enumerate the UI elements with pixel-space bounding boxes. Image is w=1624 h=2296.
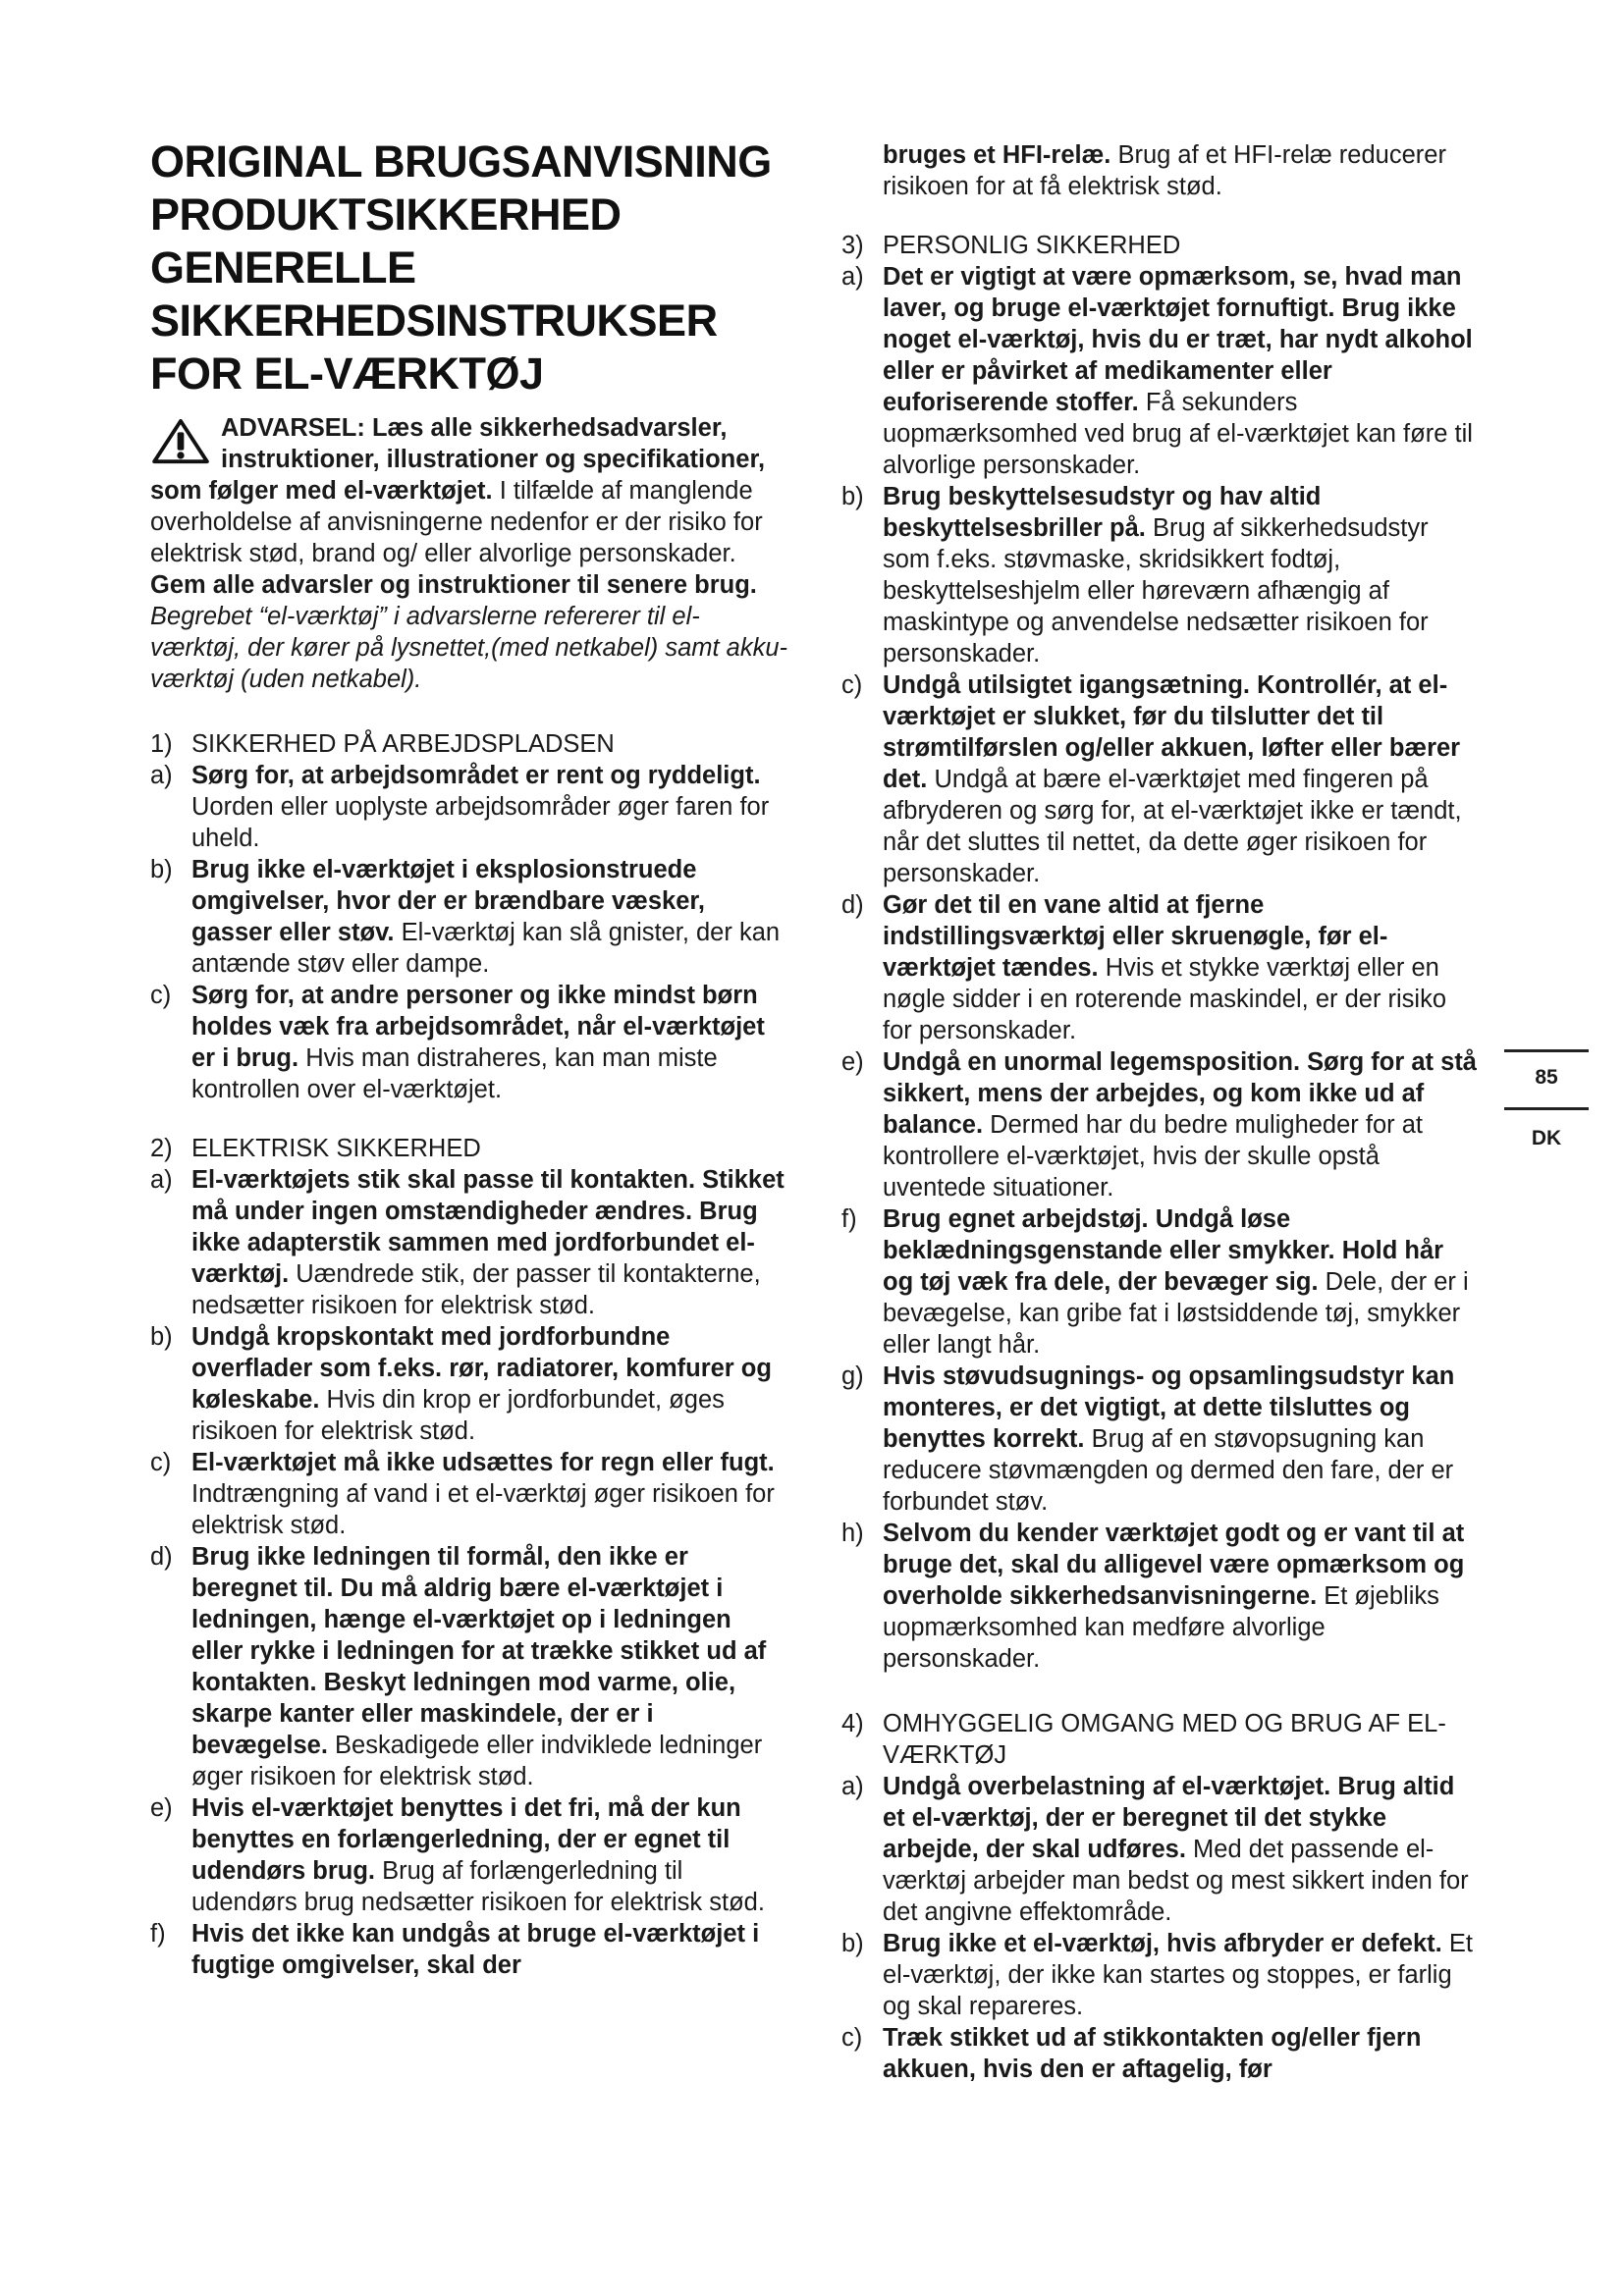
item-text: Dele, der er i bevægelse, kan gribe fat i løstsiddende tøj, smykker eller langt hår. — [883, 1268, 1469, 1359]
section-3 — [841, 230, 1480, 1675]
item-text: Hvis man distraheres, kan man miste kontrollen over el-værktøjet. — [191, 1044, 718, 1103]
item-bold: Brug beskyttelsesudstyr og hav altid beskyttelsesbriller på. — [883, 483, 1322, 542]
item-text: El-værktøj kan slå gnister, der kan antænde støv eller dampe. — [191, 919, 781, 978]
item-letter: e) — [150, 1794, 173, 1822]
item-bold: Hvis el-værktøjet benyttes i det fri, må der kun benyttes en forlængerledning, der er egnet til udendørs brug. — [191, 1794, 741, 1885]
section-heading — [150, 1133, 788, 1164]
continuation-paragraph — [841, 139, 1480, 202]
item-bold: El-værktøjet må ikke udsættes for regn eller fugt. — [191, 1449, 775, 1476]
item-bold: Sørg for, at arbejdsområdet er rent og ryddeligt. — [191, 762, 761, 789]
section-heading — [150, 728, 788, 760]
list-item — [841, 481, 1480, 669]
item-bold: Brug ikke ledningen til formål, den ikke er beregnet til. Du må aldrig bære el-værktøjet i ledningen, hænge el-værktøjet op i ledningen eller rykke i ledningen for at trække stikket ud af kontakten. Beskyt ledningen mod varme, olie, skarpe kanter eller maskindele, der er i bevægelse. — [191, 1543, 767, 1759]
list-item — [150, 980, 788, 1105]
title-line: PRODUKTSIKKERHED — [150, 189, 622, 240]
list-item — [841, 1046, 1480, 1203]
item-letter: c) — [150, 1449, 172, 1476]
list-item — [150, 1918, 788, 1981]
item-text: Brug af en støvopsugning kan reducere støvmængden og dermed den fare, der er forbundet støv. — [883, 1425, 1454, 1516]
item-letter: a) — [841, 1773, 864, 1800]
list-item — [150, 1447, 788, 1541]
item-bold: Det er vigtigt at være opmærksom, se, hvad man laver, og bruge el-værktøjet fornuftigt. Brug ikke noget el-værktøj, hvis du er træt, har nydt alkohol eller er påvirket af medikamenter eller euforiserende stoffer. — [883, 263, 1473, 416]
title-line: FOR EL-VÆRKTØJ — [150, 348, 544, 399]
item-text: Uændrede stik, der passer til kontakterne, nedsætter risikoen for elektrisk stød. — [191, 1260, 761, 1319]
item-bold: Undgå overbelastning af el-værktøjet. Brug altid et el-værktøj, der er beregnet til det stykke arbejde, der skal udføres. — [883, 1773, 1455, 1863]
left-column — [150, 135, 788, 1981]
title-line: GENERELLE — [150, 242, 416, 293]
item-letter: b) — [841, 1930, 864, 1957]
item-text: Hvis din krop er jordforbundet, øges risikoen for elektrisk stød. — [191, 1386, 725, 1445]
section-1 — [150, 728, 788, 1105]
page-number: 85 — [1535, 1066, 1558, 1089]
continuation-bold: bruges et HFI-relæ. — [883, 141, 1111, 169]
item-text: Dermed har du bedre muligheder for at kontrollere el-værktøjet, hvis der skulle opstå uventede situationer. — [883, 1111, 1423, 1201]
item-letter: d) — [150, 1543, 173, 1571]
list-item — [150, 1321, 788, 1447]
list-item — [150, 1541, 788, 1792]
item-bold: Brug egnet arbejdstøj. Undgå løse beklædningsgenstande eller smykker. Hold hår og tøj væk fra dele, der bevæger sig. — [883, 1205, 1444, 1296]
item-bold: Selvom du kender værktøjet godt og er vant til at bruge det, skal du alligevel være opmærksom og overholde sikkerhedsanvisningerne. — [883, 1520, 1465, 1610]
item-bold: Sørg for, at andre personer og ikke mindst børn holdes væk fra arbejdsområdet, når el-værktøjet er i brug. — [191, 982, 765, 1072]
item-bold: Træk stikket ud af stikkontakten og/eller fjern akkuen, hvis den er aftagelig, før — [883, 2024, 1422, 2083]
item-bold: Undgå en unormal legemsposition. Sørg for at stå sikkert, mens der arbejdes, og kom ikke ud af balance. — [883, 1048, 1477, 1139]
warning-bold: ADVARSEL: Læs alle sikkerhedsadvarsler, instruktioner, illustrationer og specifikationer, som følger med el-værktøjet. — [150, 414, 766, 505]
item-letter: a) — [150, 762, 173, 789]
item-text: Med det passende el-værktøj arbejder man bedst og mest sikkert inden for det angivne effektområde. — [883, 1836, 1469, 1926]
item-letter: c) — [841, 2024, 863, 2052]
item-text: Brug af sikkerhedsudstyr som f.eks. støvmaske, skridsikkert fodtøj, beskyttelseshjelm eller høreværn afhængig af maskintype og anvendelse nedsætter risikoen for personskader. — [883, 514, 1429, 667]
definition-text: Begrebet “el-værktøj” i advarslerne refererer til el-værktøj, der kører på lysnettet,(med netkabel) samt akku-værktøj (uden netkabel). — [150, 603, 788, 693]
list-item — [841, 1203, 1480, 1361]
page-title — [150, 135, 788, 400]
item-letter: d) — [841, 891, 864, 919]
item-letter: c) — [150, 982, 172, 1009]
list-item — [841, 889, 1480, 1046]
right-column — [841, 139, 1480, 2085]
item-letter: a) — [150, 1166, 173, 1194]
item-letter: c) — [841, 671, 863, 699]
section-4 — [841, 1708, 1480, 2085]
item-bold: El-værktøjets stik skal passe til kontakten. Stikket må under ingen omstændigheder ændres. Brug ikke adapterstik sammen med jordforbundet el-værktøj. — [191, 1166, 785, 1288]
item-text: Uorden eller uoplyste arbejdsområder øger faren for uheld. — [191, 793, 770, 852]
item-text: Få sekunders uopmærksomhed ved brug af el-værktøjet kan føre til alvorlige personskader. — [883, 389, 1473, 479]
tab-divider-bottom — [1504, 1107, 1589, 1110]
section-title: SIKKERHED PÅ ARBEJDSPLADSEN — [191, 730, 615, 758]
list-item — [841, 261, 1480, 481]
section-number: 2) — [150, 1135, 173, 1162]
item-bold: Undgå utilsigtet igangsætning. Kontrollér, at el-værktøjet er slukket, før du tilslutter det til strømtilførslen og/eller akkuen, løfter eller bærer det. — [883, 671, 1461, 793]
warning-block — [150, 412, 788, 569]
item-letter: h) — [841, 1520, 864, 1547]
item-text: Hvis et stykke værktøj eller en nøgle sidder i en roterende maskindel, er der risiko for personskader. — [883, 954, 1447, 1044]
section-title: OMHYGGELIG OMGANG MED OG BRUG AF EL-VÆRKTØJ — [883, 1710, 1446, 1769]
list-item — [841, 1771, 1480, 1928]
item-text: Undgå at bære el-værktøjet med fingeren på afbryderen og sørg for, at el-værktøjet ikke er tændt, når det sluttes til nettet, da dette øger risikoen for personskader. — [883, 766, 1462, 887]
item-letter: b) — [150, 1323, 173, 1351]
section-2 — [150, 1133, 788, 1981]
list-item — [841, 669, 1480, 889]
item-text: Brug af forlængerledning til udendørs brug nedsætter risikoen for elektrisk stød. — [191, 1857, 765, 1916]
list-item — [841, 1518, 1480, 1675]
item-bold: Undgå kropskontakt med jordforbundne overflader som f.eks. rør, radiatorer, komfurer og køleskabe. — [191, 1323, 772, 1414]
list-item — [841, 1361, 1480, 1518]
list-item — [841, 1928, 1480, 2022]
item-bold: Brug ikke el-værktøjet i eksplosionstruede omgivelser, hvor der er brændbare væsker, gasser eller støv. — [191, 856, 705, 946]
save-note: Gem alle advarsler og instruktioner til senere brug. — [150, 571, 757, 599]
list-item — [150, 854, 788, 980]
item-text: Et el-værktøj, der ikke kan startes og stoppes, er farlig og skal repareres. — [883, 1930, 1473, 2020]
title-line: SIKKERHEDSINSTRUKSER — [150, 295, 718, 346]
section-heading — [841, 230, 1480, 261]
list-item — [150, 1792, 788, 1918]
section-heading — [841, 1708, 1480, 1771]
item-letter: e) — [841, 1048, 864, 1076]
section-number: 3) — [841, 232, 864, 259]
warning-text: I tilfælde af manglende overholdelse af anvisningerne nedenfor er der risiko for elektrisk stød, brand og/ eller alvorlige personskader. — [150, 477, 763, 567]
language-code: DK — [1531, 1127, 1562, 1149]
continuation-text: Brug af et HFI-relæ reducerer risikoen for at få elektrisk stød. — [883, 141, 1446, 200]
item-letter: b) — [150, 856, 173, 883]
item-text: Et øjebliks uopmærksomhed kan medføre alvorlige personskader. — [883, 1582, 1439, 1673]
list-item — [841, 2022, 1480, 2085]
item-letter: g) — [841, 1362, 864, 1390]
warning-triangle-icon — [150, 418, 211, 465]
section-title: ELEKTRISK SIKKERHED — [191, 1135, 481, 1162]
item-text: Beskadigede eller indviklede ledninger øger risikoen for elektrisk stød. — [191, 1732, 763, 1790]
list-item — [150, 1164, 788, 1321]
item-letter: a) — [841, 263, 864, 291]
item-letter: f) — [150, 1920, 166, 1948]
tab-divider-top — [1504, 1049, 1589, 1052]
item-bold: Gør det til en vane altid at fjerne indstillingsværktøj eller skruenøgle, før el-værktøjet tændes. — [883, 891, 1388, 982]
section-number: 1) — [150, 730, 173, 758]
title-line: ORIGINAL BRUGSANVISNING — [150, 136, 772, 187]
item-letter: b) — [841, 483, 864, 510]
list-item — [150, 760, 788, 854]
section-title: PERSONLIG SIKKERHED — [883, 232, 1181, 259]
item-bold: Hvis støvudsugnings- og opsamlingsudstyr kan monteres, er det vigtigt, at dette tilsluttes og benyttes korrekt. — [883, 1362, 1455, 1453]
item-letter: f) — [841, 1205, 857, 1233]
item-bold: Hvis det ikke kan undgås at bruge el-værktøjet i fugtige omgivelser, skal der — [191, 1920, 760, 1979]
item-bold: Brug ikke et el-værktøj, hvis afbryder er defekt. — [883, 1930, 1442, 1957]
section-number: 4) — [841, 1710, 864, 1737]
item-text: Indtrængning af vand i et el-værktøj øger risikoen for elektrisk stød. — [191, 1480, 775, 1539]
